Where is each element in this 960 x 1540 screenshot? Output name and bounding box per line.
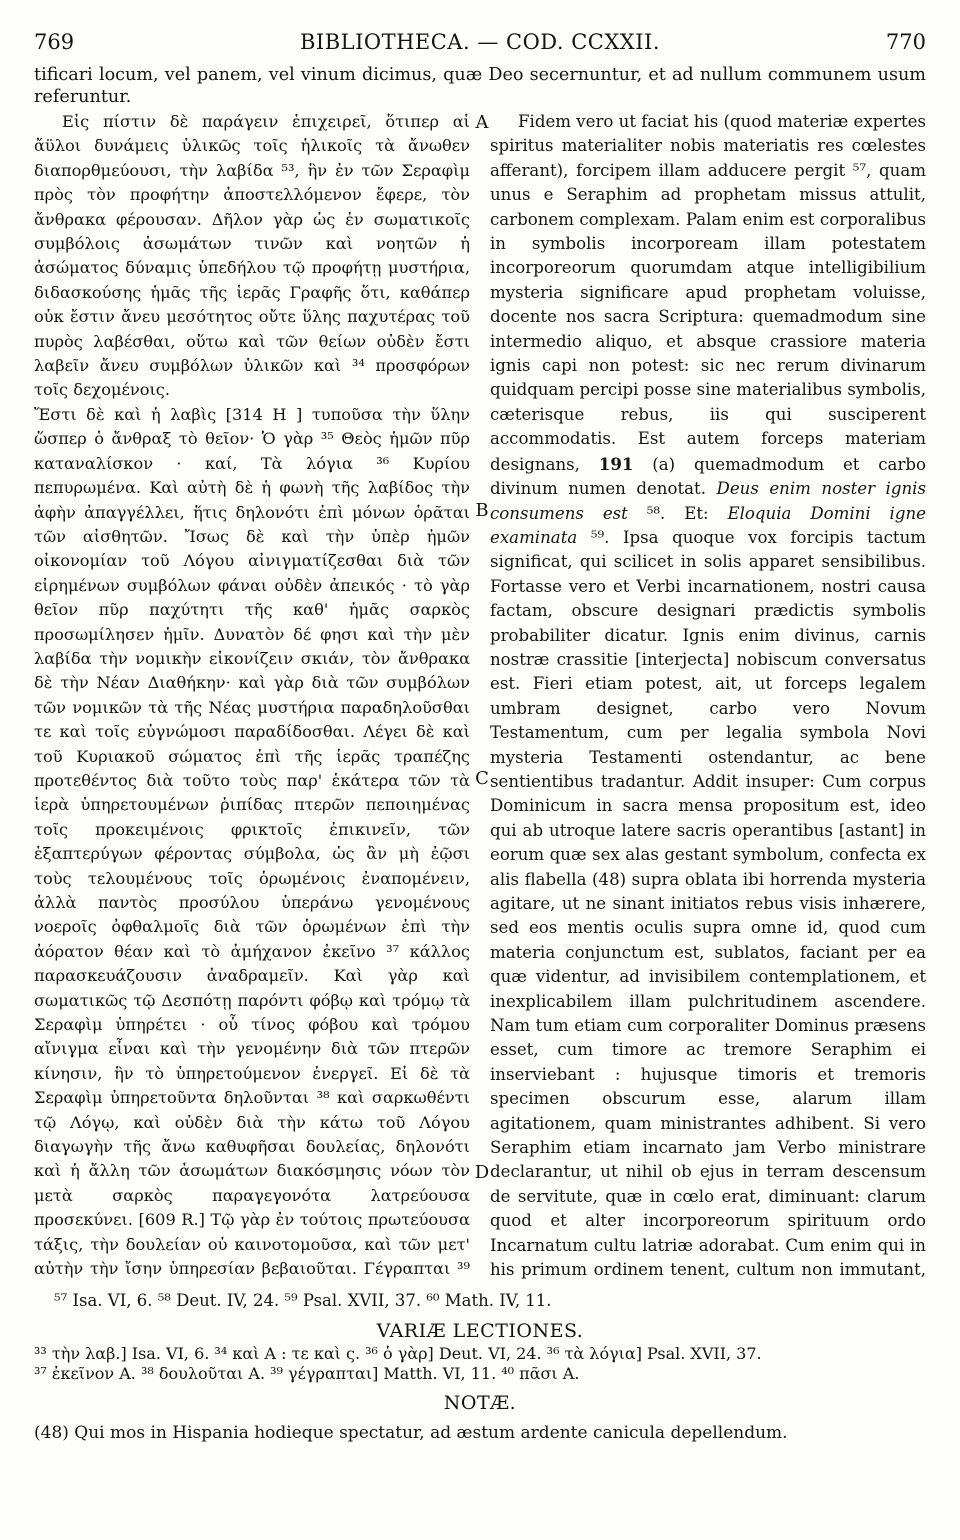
- greek-column: [34, 110, 470, 1282]
- latin-quote-2: Eloquia Domini igne examinata: [490, 503, 926, 547]
- footnote-references: ⁵⁷ Isa. VI, 6. ⁵⁸ Deut. IV, 24. ⁵⁹ Psal. XVII, 37. ⁶⁰ Math. IV, 11.: [54, 1291, 552, 1310]
- latin-column: [490, 110, 926, 1282]
- running-header: [34, 30, 926, 60]
- latin-text-1: Fidem vero ut faciat his (quod materiæ expertes spiritus materialiter nobis materiatis res cœlestes afferant), forcipem illam adducere pergit ⁵⁷, quam unus e Seraphim ad prophetam missus attulit, carbonem complexam. Palam enim est corporalibus in symbolis incorpoream illam potestatem incorporeorum quorumdam atque intelligibilium mysteria significare apud prophetam voluisse, docente nos sacra Scriptura: quemadmodum sine intermedio aliquo, et absque crassiore materia ignis capi non potest: sic nec rerum divinarum quidquam percipi posse sine materialibus symbolis, cæterisque rebus, iis qui susciperent accommodatis. Est autem forceps materiam designans,: [490, 112, 926, 474]
- notae-title: NOTÆ.: [443, 1392, 517, 1414]
- latin-quote-1: Deus enim noster ignis consumens est: [490, 479, 926, 523]
- intro-text: tificari locum, vel panem, vel vinum dicimus, quæ Deo secernuntur, et ad nullum communem usum referuntur.: [34, 65, 926, 107]
- variae-lectiones: [34, 1344, 926, 1384]
- margin-marker-d: D: [474, 1162, 490, 1183]
- variae-title: VARIÆ LECTIONES.: [376, 1320, 584, 1342]
- latin-paragraph: [490, 110, 926, 1282]
- page-number-right: 770: [885, 30, 926, 54]
- page: [34, 30, 926, 1444]
- running-title: BIBLIOTHECA. — COD. CCXXII.: [299, 30, 661, 54]
- greek-paragraph-2: Ἔστι δὲ καὶ ἡ λαβὶς [314 H ] τυποῦσα τὴν ὕλην ὥσπερ ὁ ἄνθραξ τὸ θεῖον· Ὁ γὰρ ³⁵ Θεὸς ἡμῶν πῦρ καταναλίσκον · καί, Τὰ λόγια ³⁶ Κυρίου πεπυρωμένα. Καὶ αὐτὴ δὲ ἡ φωνὴ τῆς λαβίδος τὴν ἀφὴν ἀπαγγέλλει, ἥτις δηλονότι ἐπὶ μόνων ὁρᾶται τῶν αἰσθητῶν. Ἴσως δὲ καὶ τὴν ὑπὲρ ἡμῶν οἰκονομίαν τοῦ Λόγου αἰνιγματίζεσθαι διὰ τῶν εἰρημένων συμβόλων φάναι οὐδὲν ἀπεικός · τὸ γὰρ θεῖον πῦρ παχύτητι τῆς καθ' ἡμᾶς σαρκὸς προσωμίλησεν ἡμῖν. Δυνατὸν δέ φησι καὶ τὴν μὲν λαβίδα τὴν νομικὴν εἰκονίζειν σκιάν, τὸν ἄνθρακα δὲ τὴν Νέαν Διαθήκην· καὶ γὰρ διὰ τῶν συμβόλων τῶν νομικῶν τὰ τῆς Νέας μυστήρια παραδηλοῦσθαι τε καὶ τοῖς εὐγνώμοσι παραδίδοσθαι. Λέγει δὲ καὶ τοῦ Κυριακοῦ σώματος ἐπὶ τῆς ἱερᾶς τραπέζης προτεθέντος διὰ τοῦτο τοὺς παρ' ἑκάτερα τῶν τὰ ἱερὰ ὑπηρετουμένων ῥιπίδας πτερῶν πεποιημένας τοῖς προκειμένοις φρικτοῖς ἐπικινεῖν, τῶν ἑξαπτερύγων φέροντας σύμβολα, ὡς ἂν μὴ ἐῷσι τοὺς τελουμένους τοῖς ὁρωμένοις ἐναπομένειν, ἀλλὰ παντὸς προσύλου ὑπεράνω γενομένους νοεροῖς ὀφθαλμοῖς διὰ τῶν ὁρωμένων ἐπὶ τὴν ἀόρατον θέαν καὶ τὸ ἀμήχανον ἐκεῖνο ³⁷ κάλλος παρασκευάζουσιν ἀναδραμεῖν. Καὶ γὰρ καὶ σωματικῶς τῷ Δεσπότῃ παρόντι φόβῳ καὶ τρόμῳ τὰ Σεραφὶμ ὑπηρέτει · οὗ τίνος φόβου καὶ τρόμου αἴνιγμα εἶναι καὶ τὴν γενομένην διὰ τῶν πτερῶν κίνησιν, ἣν τὸ ὑπηρετούμενον ἐνεργεῖ. Εἰ δὲ τὰ Σεραφὶμ ὑπηρετοῦντα δηλοῦνται ³⁸ καὶ σαρκωθέντι τῷ Λόγῳ, καὶ οὐδὲν διὰ τὴν κάτω τοῦ Λόγου διαγωγὴν τῆς ἄνω καθυφῆσαι δουλείας, δηλονότι καὶ ἡ ἄλλη τῶν ἀσωμάτων διακόσμησις νόων τὸν μετὰ σαρκὸς παραγεγονότα λατρεύουσα προσεκύνει. [609 R.] Τῷ γὰρ ἐν τούτοις πρωτεύουσα τάξις, τὴν δουλείαν οὐ καινοτομοῦσα, καὶ τῶν μετ' αὐτὴν τὴν ἴσην ὑπηρεσίαν βεβαιοῦται. Γέγραπται ³⁹: [34, 404, 470, 1279]
- latin-text-4: ⁵⁹. Ipsa quoque vox forcipis tactum significat, qui scilicet in solis apparet sensibilibus. Fortasse vero et Verbi incarnationem, nostri causa factam, obscure designari prædictis symbolis probabiliter dicatur. Ignis enim divinus, carnis nostræ crassitie [interjecta] nobiscum conversatus est. Fieri etiam potest, ait, ut forceps legalem umbram designet, carbo vero Novum Testamentum, cum per legalia symbola Novi mysteria Testamenti ostendantur, ac bene sentientibus tradantur. Addit insuper: Cum corpus Dominicum in sacra mensa propositum est, ideo qui ab utroque latere sacris operantibus [astant] in eorum quæ sex alas gestant symbolum, confecta ex alis flabella (48) supra oblata ibi horrenda mysteria agitare, ut ne sinant initiatos rebus visis inhærere, sed eos mentis oculis supra omne id, quod cum materia conjunctum est, sublatos, faciant per ea quæ videntur, ad invisibilem contemplationem, et inexplicabilem illam pulchritudinem ascendere. Nam tum etiam cum corporaliter Dominus præsens esset, cum timore ac tremore Seraphim ei inserviebant : hujusque timoris et tremoris specimen obscurum esse, alarum illam agitationem, quam ministrantes adhibent. Si vero Seraphim etiam incarnato jam Verbo ministrare declarantur, ut nihil ob ejus in terram descensum de servitute, quæ in cœlo erat, diminuant: clarum quod et alter incorporeorum spirituum ordo Incarnatum cultu latriæ adorabat. Cum enim qui in his primum ordinem tenent, cultum non immutant,: [490, 527, 926, 1280]
- margin-marker-b: B: [475, 500, 489, 521]
- margin-marker-a: A: [475, 112, 489, 133]
- margin-marker-c: C: [475, 768, 489, 789]
- page-number-left: 769: [34, 30, 75, 54]
- greek-paragraph-1: Εἰς πίστιν δὲ παράγειν ἐπιχειρεῖ, ὅτιπερ αἱ ἄϋλοι δυνάμεις ὑλικῶς τοῖς ἡλικοῖς τὰ ἄνωθεν διαπορθμεύουσι, τὴν λαβίδα ⁵³, ἣν ἐν τῶν Σεραφὶμ πρὸς τὸν προφήτην ἀποστελλόμενον ἔφερε, τὸν ἄνθρακα φέρουσαν. Δῆλον γὰρ ὡς ἐν σωματικοῖς συμβόλοις ἀσωμάτων τινῶν καὶ νοητῶν ἡ ἀσώματος δύναμις ὑπεδήλου τῷ προφήτῃ μυστήρια, διδασκούσης ἡμᾶς τῆς ἱερᾶς Γραφῆς ὅτι, καθάπερ οὐκ ἔστιν ἄνευ μεσότητος οὔτε ὕλης παχυτέρας τοῦ πυρὸς λαβέσθαι, οὕτω καὶ τῶν θείων οὐδὲν ἔστι λαβεῖν ἄνευ συμβόλων ὑλικῶν καὶ ³⁴ προσφόρων τοῖς δεχομένοις.: [34, 112, 470, 400]
- latin-text-2: (a) quemadmodum et carbo divinum numen denotat.: [490, 454, 926, 499]
- two-column-body: [34, 110, 926, 1282]
- variae-line-2: ³⁷ ἐκεῖνον A. ³⁸ δουλοῦται A. ³⁹ γέγραπται] Matth. VI, 11. ⁴⁰ πᾶσι A.: [34, 1364, 580, 1383]
- variae-line-1: ³³ τὴν λαβ.] Isa. VI, 6. ³⁴ καὶ A : τε καὶ ς. ³⁶ ὁ γὰρ] Deut. VI, 24. ³⁶ τὰ λόγια] Psal. XVII, 37.: [34, 1344, 762, 1363]
- latin-text-3: ⁵⁸. Et:: [646, 503, 709, 523]
- col-number: 191: [598, 453, 634, 474]
- notae-text: (48) Qui mos in Hispania hodieque spectatur, ad æstum ardente canicula depellendum.: [34, 1423, 788, 1443]
